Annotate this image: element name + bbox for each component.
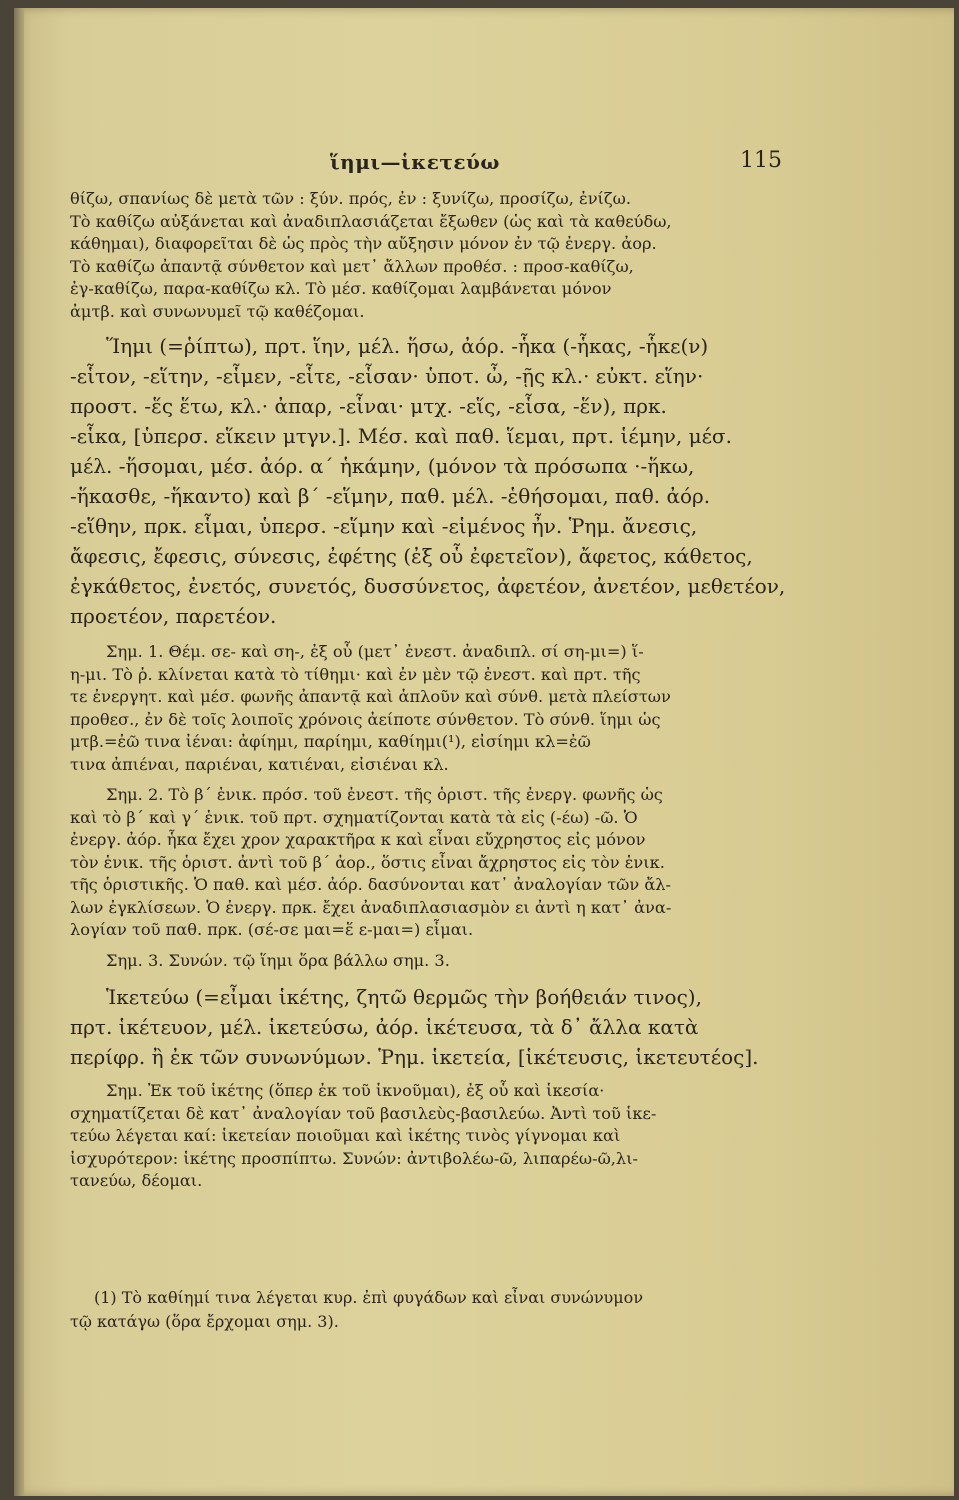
text-line: ἐγ-καθίζω, παρα-καθίζω κλ. Τὸ μέσ. καθίζομαι λαμβάνεται μόνον xyxy=(70,279,612,298)
text-line: καὶ τὸ β΄ καὶ γ΄ ἑνικ. τοῦ πρτ. σχηματίζονται κατὰ τὰ εἰς (-έω) -ῶ. Ὁ xyxy=(70,807,638,827)
footnote-line: (1) Τὸ καθίημί τινα λέγεται κυρ. ἐπὶ φυγάδων καὶ εἶναι συνώνυμον xyxy=(94,1288,644,1307)
text-line: ἀμτβ. καὶ συνωνυμεῖ τῷ καθέζομαι. xyxy=(70,301,365,321)
text-line: τινα ἀπιέναι, παριέναι, κατιέναι, εἰσιέναι κλ. xyxy=(70,754,449,774)
book-page xyxy=(14,8,954,1496)
text-line: τε ἐνεργητ. καὶ μέσ. φωνῆς ἀπαντᾷ καὶ ἁπλοῦν καὶ σύνθ. μετὰ πλείστων xyxy=(70,687,671,706)
entry-iketeuo xyxy=(70,982,810,1072)
text-line: λων ἐγκλίσεων. Ὁ ἐνεργ. πρκ. ἔχει ἀναδιπλασιασμὸν ει ἀντὶ η κατ᾽ ἀνα- xyxy=(70,897,672,917)
entry-iemi xyxy=(70,331,810,631)
text-line: ἐνεργ. ἀόρ. ἧκα ἔχει χρον χαρακτῆρα κ καὶ εἶναι εὔχρηστος εἰς μόνον xyxy=(70,830,646,849)
text-line: προθεσ., ἐν δὲ τοῖς λοιποῖς χρόνοις ἀείποτε σύνθετον. Τὸ σύνθ. ἵημι ὡς xyxy=(70,709,661,729)
entry-headword-line: Ἵημι (=ῥίπτω), πρτ. ἵην, μέλ. ἥσω, ἀόρ. -ἧκα (-ἧκας, -ἧκε(ν) xyxy=(106,334,709,358)
text-line: -εἷτον, -εἵτην, -εἷμεν, -εἷτε, -εἷσαν· ὑποτ. ὦ, -ῇς κλ.· εὐκτ. εἵην· xyxy=(70,364,704,388)
entry-headword-line: Ἱκετεύω (=εἶμαι ἱκέτης, ζητῶ θερμῶς τὴν βοήθειάν τινος), xyxy=(106,985,702,1009)
page-header xyxy=(14,150,954,180)
note-iemi-3 xyxy=(70,950,810,973)
text-line: προετέον, παρετέον. xyxy=(70,604,277,628)
text-line: μέλ. -ἥσομαι, μέσ. ἀόρ. α΄ ἡκάμην, (μόνον τὰ πρόσωπα ·-ἥκω, xyxy=(70,454,695,478)
text-line: τανεύω, δέομαι. xyxy=(70,1171,203,1190)
text-line: προστ. -ἕς ἕτω, κλ.· ἀπαρ, -εἷναι· μτχ. -εἵς, -εἷσα, -ἕν), πρκ. xyxy=(70,394,667,418)
text-line: τεύω λέγεται καί: ἱκετείαν ποιοῦμαι καὶ ἱκέτης τινὸς γίγνομαι καὶ xyxy=(70,1126,621,1145)
text-line: μτβ.=ἐῶ τινα ἰέναι: ἀφίημι, παρίημι, καθίημι(¹), εἰσίημι κλ=ἐῶ xyxy=(70,732,591,751)
footnotes xyxy=(70,1286,814,1334)
text-line: Σημ. 3. Συνών. τῷ ἵημι ὅρα βάλλω σημ. 3. xyxy=(106,950,450,970)
note-kathizo xyxy=(70,188,810,323)
page-gutter xyxy=(14,8,24,1496)
footnote-line: τῷ κατάγω (ὅρα ἔρχομαι σημ. 3). xyxy=(70,1312,339,1331)
text-line: ἐγκάθετος, ἐνετός, συνετός, δυσσύνετος, ἀφετέον, ἀνετέον, μεθετέον, xyxy=(70,574,786,598)
text-line: Σημ. Ἐκ τοῦ ἱκέτης (ὅπερ ἐκ τοῦ ἱκνοῦμαι), ἐξ οὗ καὶ ἱκεσία· xyxy=(106,1081,605,1100)
note-iemi-1 xyxy=(70,641,810,776)
text-line: ἰσχυρότερον: ἱκέτης προσπίπτω. Συνών: ἀντιβολέω-ῶ, λιπαρέω-ῶ,λι- xyxy=(70,1148,639,1168)
text-line: -εἷκα, [ὑπερσ. εἵκειν μτγν.]. Μέσ. καὶ παθ. ἵεμαι, πρτ. ἱέμην, μέσ. xyxy=(70,424,732,448)
text-line: Τὸ καθίζω αὐξάνεται καὶ ἀναδιπλασιάζεται ἔξωθεν (ὡς καὶ τὰ καθεύδω, xyxy=(70,211,672,231)
running-head: ἵημι—ἱκετεύω xyxy=(330,150,500,174)
text-line: περίφρ. ἢ ἐκ τῶν συνωνύμων. Ῥημ. ἱκετεία, [ἱκέτευσις, ἱκετευτέος]. xyxy=(70,1045,759,1069)
text-line: τῆς ὁριστικῆς. Ὁ παθ. καὶ μέσ. ἀόρ. δασύνονται κατ᾽ ἀναλογίαν τῶν ἄλ- xyxy=(70,875,672,894)
text-line: θίζω, σπανίως δὲ μετὰ τῶν : ξύν. πρός, ἐν : ξυνίζω, προσίζω, ἐνίζω. xyxy=(70,189,632,208)
text-line: κάθημαι), διαφορεῖται δὲ ὡς πρὸς τὴν αὔξησιν μόνον ἐν τῷ ἐνεργ. ἀορ. xyxy=(70,234,657,253)
text-line: Σημ. 1. Θέμ. σε- καὶ ση-, ἐξ οὗ (μετ᾽ ἐνεστ. ἀναδιπλ. σί ση-μι=) ἵ- xyxy=(106,642,644,661)
text-line: τὸν ἑνικ. τῆς ὁριστ. ἀντὶ τοῦ β΄ ἀορ., ὅστις εἶναι ἄχρηστος εἰς τὸν ἑνικ. xyxy=(70,852,665,872)
text-line: λογίαν τοῦ παθ. πρκ. (σέ-σε μαι=ἕ ε-μαι=) εἷμαι. xyxy=(70,920,474,939)
text-line: Τὸ καθίζω ἀπαντᾷ σύνθετον καὶ μετ᾽ ἄλλων προθέσ. : προσ-καθίζω, xyxy=(70,256,634,276)
note-iemi-2 xyxy=(70,784,810,942)
text-line: -ἥκασθε, -ἥκαντο) καὶ β΄ -εἵμην, παθ. μέλ. -ἑθήσομαι, παθ. ἀόρ. xyxy=(70,484,711,508)
text-line: σχηματίζεται δὲ κατ᾽ ἀναλογίαν τοῦ βασιλεὺς-βασιλεύω. Ἀντὶ τοῦ ἱκε- xyxy=(70,1103,657,1123)
text-line: Σημ. 2. Τὸ β΄ ἑνικ. πρόσ. τοῦ ἐνεστ. τῆς ὁριστ. τῆς ἐνεργ. φωνῆς ὡς xyxy=(106,785,663,804)
page-number: 115 xyxy=(740,148,782,173)
text-line: πρτ. ἱκέτευον, μέλ. ἱκετεύσω, ἀόρ. ἱκέτευσα, τὰ δ᾽ ἄλλα κατὰ xyxy=(70,1015,699,1039)
text-line: η-μι. Τὸ ῥ. κλίνεται κατὰ τὸ τίθημι· καὶ ἐν μὲν τῷ ἐνεστ. καὶ πρτ. τῆς xyxy=(70,664,641,684)
page-body xyxy=(70,188,810,1193)
text-line: ἄφεσις, ἔφεσις, σύνεσις, ἐφέτης (ἐξ οὗ ἐφετεῖον), ἄφετος, κάθετος, xyxy=(70,544,753,568)
text-line: -εἵθην, πρκ. εἷμαι, ὑπερσ. -εἵμην καὶ -εἱμένος ἦν. Ῥημ. ἄνεσις, xyxy=(70,514,698,538)
note-iketeuo xyxy=(70,1080,810,1193)
